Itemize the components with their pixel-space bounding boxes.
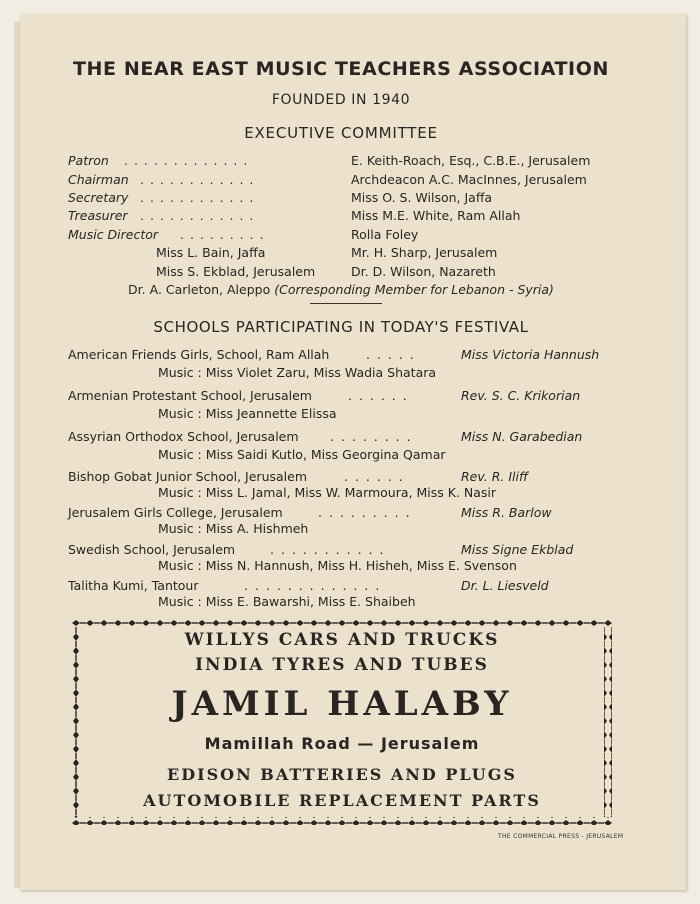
member-name: Mr. H. Sharp, Jerusalem (351, 245, 498, 260)
school-teacher: Miss Victoria Hannush (461, 347, 600, 362)
corresponding-note: (Corresponding Member for Lebanon - Syria) (274, 282, 554, 297)
committee-row (68, 153, 628, 171)
school-row (68, 388, 628, 406)
school-music: Music : Miss E. Bawarshi, Miss E. Shaibeh (158, 594, 416, 609)
committee-role: Treasurer (68, 208, 128, 223)
school-name: Jerusalem Girls College, Jerusalem (68, 505, 283, 520)
member-name: Miss S. Ekblad, Jerusalem (156, 264, 316, 279)
leader-dots: . . . . . . . . . . . . (140, 208, 255, 223)
advert-line-1: WILLYS CARS AND TRUCKS (184, 630, 500, 650)
school-music: Music : Miss A. Hishmeh (158, 521, 309, 536)
founded-line: FOUNDED IN 1940 (271, 92, 411, 108)
school-music: Music : Miss Saidi Kutlo, Miss Georgina Qamar (158, 447, 446, 462)
advert-line-3: EDISON BATTERIES AND PLUGS (167, 765, 517, 784)
leader-dots: . . . . . . . . . . . (270, 542, 385, 557)
committee-name: Miss O. S. Wilson, Jaffa (351, 190, 493, 205)
leader-dots: . . . . . . (348, 388, 409, 403)
advert-line-2: INDIA TYRES AND TUBES (195, 655, 489, 675)
leader-dots: . . . . . . . . . . . . (140, 172, 255, 187)
school-teacher: Miss Signe Ekblad (461, 542, 574, 557)
member-name: Dr. D. Wilson, Nazareth (351, 264, 496, 279)
committee-name: E. Keith-Roach, Esq., C.B.E., Jerusalem (351, 153, 591, 168)
school-name: Armenian Protestant School, Jerusalem (68, 388, 312, 403)
school-teacher: Miss N. Garabedian (461, 429, 583, 444)
school-name: Assyrian Orthodox School, Jerusalem (68, 429, 299, 444)
leader-dots: . . . . . (366, 347, 416, 362)
leader-dots: . . . . . . . . . . . . (140, 190, 255, 205)
committee-row (68, 172, 628, 190)
leader-dots: . . . . . . . . . . . . . (124, 153, 249, 168)
school-music: Music : Miss Violet Zaru, Miss Wadia Shatara (158, 365, 437, 380)
committee-name: Miss M.E. White, Ram Allah (351, 208, 521, 223)
school-name: Talitha Kumi, Tantour (68, 578, 199, 593)
leader-dots: . . . . . . . . . . . . . (244, 578, 381, 593)
school-name: American Friends Girls, School, Ram Allah (68, 347, 330, 362)
school-teacher: Miss R. Barlow (461, 505, 552, 520)
advert-line-4: AUTOMOBILE REPLACEMENT PARTS (143, 791, 541, 810)
committee-name: Archdeacon A.C. MacInnes, Jerusalem (351, 172, 587, 187)
leader-dots: . . . . . . . . . (318, 505, 412, 520)
committee-name: Rolla Foley (351, 227, 419, 242)
school-teacher: Dr. L. Liesveld (461, 578, 549, 593)
schools-heading: SCHOOLS PARTICIPATING IN TODAY'S FESTIVAL (153, 318, 529, 336)
committee-heading: EXECUTIVE COMMITTEE (244, 124, 438, 142)
school-row (68, 429, 628, 447)
school-music: Music : Miss Jeannette Elissa (158, 406, 337, 421)
leader-dots: . . . . . . . . (330, 429, 413, 444)
committee-row (68, 227, 628, 245)
leader-dots: . . . . . . (344, 469, 405, 484)
school-row (68, 505, 628, 523)
section-divider (310, 303, 382, 304)
school-music: Music : Miss L. Jamal, Miss W. Marmoura, Miss K. Nasir (158, 485, 497, 500)
school-row (68, 347, 628, 365)
advert-brand: JAMIL HALABY (171, 684, 513, 724)
school-teacher: Rev. R. Iliff (461, 469, 528, 484)
school-name: Swedish School, Jerusalem (68, 542, 236, 557)
committee-row (68, 190, 628, 208)
committee-role: Secretary (68, 190, 129, 205)
member-name: Miss L. Bain, Jaffa (156, 245, 266, 260)
corresponding-member (0, 282, 682, 297)
page-title: THE NEAR EAST MUSIC TEACHERS ASSOCIATION (73, 58, 609, 80)
corresponding-name: Dr. A. Carleton, Aleppo (128, 282, 271, 297)
advert-address: Mamillah Road — Jerusalem (204, 734, 480, 753)
school-teacher: Rev. S. C. Krikorian (461, 388, 581, 403)
committee-role: Chairman (68, 172, 129, 187)
committee-role: Music Director (68, 227, 159, 242)
committee-row (68, 208, 628, 226)
leader-dots: . . . . . . . . . (180, 227, 265, 242)
committee-role: Patron (68, 153, 109, 168)
printer-credit: THE COMMERCIAL PRESS - JERUSALEM (498, 833, 624, 840)
school-music: Music : Miss N. Hannush, Miss H. Hisheh, Miss E. Svenson (158, 558, 517, 573)
school-name: Bishop Gobat Junior School, Jerusalem (68, 469, 308, 484)
